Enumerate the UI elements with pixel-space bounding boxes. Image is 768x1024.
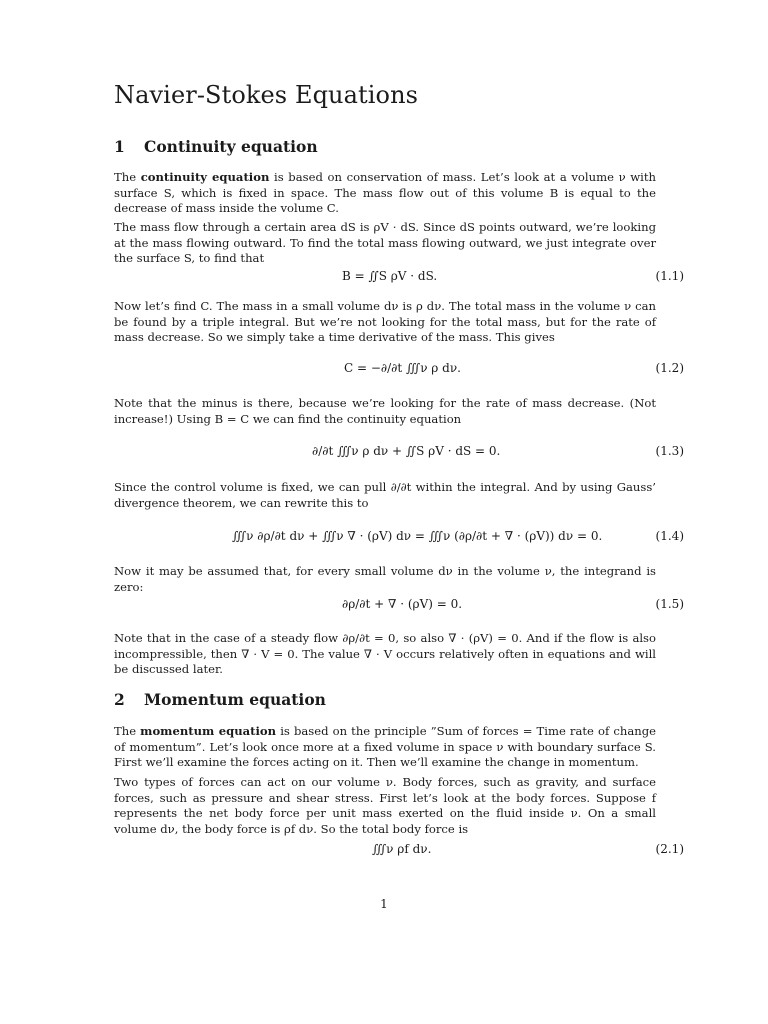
equation-tag: (2.1)	[655, 842, 684, 856]
equation-tag: (1.3)	[655, 444, 684, 458]
paragraph-continuity-intro	[114, 170, 656, 217]
section-heading-continuity	[114, 137, 318, 156]
equation-body: C = −∂/∂t ∭ν ρ dν.	[344, 361, 461, 375]
paragraph-body-forces: Two types of forces can act on our volume ν. Body forces, such as gravity, and surface forces, such as pressure and shear stress. First let’s look at the body forces. Suppose f represents the net body force per unit mass exerted on the fluid inside ν. On a small volume dν, the body force is ρf dν. So the total body force is	[114, 775, 656, 836]
equation-tag: (1.4)	[655, 529, 684, 543]
equation-body: ∭ν ∂ρ/∂t dν + ∭ν ∇ · (ρV) dν = ∭ν (∂ρ/∂t + ∇ · (ρV)) dν = 0.	[232, 529, 603, 543]
equation-tag: (1.5)	[655, 597, 684, 611]
section-title: Continuity equation	[144, 137, 318, 156]
equation-1-2	[114, 357, 684, 385]
equation-body: ∂/∂t ∭ν ρ dν + ∬S ρV · dS = 0.	[312, 444, 501, 458]
section-heading-momentum	[114, 690, 326, 709]
equation-1-5	[114, 593, 684, 621]
paragraph-mass-flow: The mass flow through a certain area dS is ρV · dS. Since dS points outward, we’re looking at the mass flowing outward. To find the total mass flowing outward, we just integrate over the surface S, to find that	[114, 220, 656, 265]
paragraph-text: is based on conservation of mass. Let’s look at a volume ν with surface S, which is fixed in space. The mass flow out of this volume B is equal to the decrease of mass inside the volume C.	[114, 170, 657, 215]
section-title: Momentum equation	[144, 690, 326, 709]
equation-1-3	[114, 440, 684, 468]
equation-body: ∭ν ρf dν.	[372, 842, 432, 856]
paragraph-steady-flow: Note that in the case of a steady flow ∂ρ/∂t = 0, so also ∇ · (ρV) = 0. And if the flow is also incompressible, then ∇ · V = 0. The value ∇ · V occurs relatively often in equations and will be discussed later.	[114, 631, 656, 676]
paragraph-integrand-zero: Now it may be assumed that, for every small volume dν in the volume ν, the integrand is zero:	[114, 564, 656, 594]
paragraph-text: The	[114, 724, 141, 738]
paragraph-momentum-intro	[114, 724, 656, 771]
section-number: 2	[114, 690, 125, 709]
paragraph-mass-decrease: Now let’s find C. The mass in a small volume dν is ρ dν. The total mass in the volume ν can be found by a triple integral. But we’re not looking for the total mass, but for the rate of mass decrease. So we simply take a time derivative of the mass. This gives	[114, 299, 656, 344]
equation-body: ∂ρ/∂t + ∇ · (ρV) = 0.	[342, 597, 463, 611]
equation-tag: (1.2)	[655, 361, 684, 375]
equation-1-4	[114, 525, 684, 553]
paragraph-gauss: Since the control volume is fixed, we can pull ∂/∂t within the integral. And by using Gauss’ divergence theorem, we can rewrite this to	[114, 480, 656, 510]
bold-term: continuity equation	[140, 170, 270, 184]
document-title: Navier-Stokes Equations	[114, 81, 419, 109]
equation-2-1	[114, 838, 684, 866]
paragraph-text: is based on the principle ”Sum of forces = Time rate of change of momentum”. Let’s look once more at a fixed volume in space ν with boundary surface S. First we’ll examine the forces acting on it. Then we’ll examine the change in momentum.	[114, 724, 657, 769]
bold-term: momentum equation	[140, 724, 277, 738]
equation-body: B = ∬S ρV · dS.	[342, 269, 438, 283]
paragraph-minus-note: Note that the minus is there, because we’re looking for the rate of mass decrease. (Not increase!) Using B = C we can find the continuity equation	[114, 396, 656, 426]
equation-1-1	[114, 265, 684, 293]
equation-tag: (1.1)	[655, 269, 684, 283]
page-number: 1	[380, 897, 388, 911]
paragraph-text: The	[114, 170, 141, 184]
section-number: 1	[114, 137, 125, 156]
